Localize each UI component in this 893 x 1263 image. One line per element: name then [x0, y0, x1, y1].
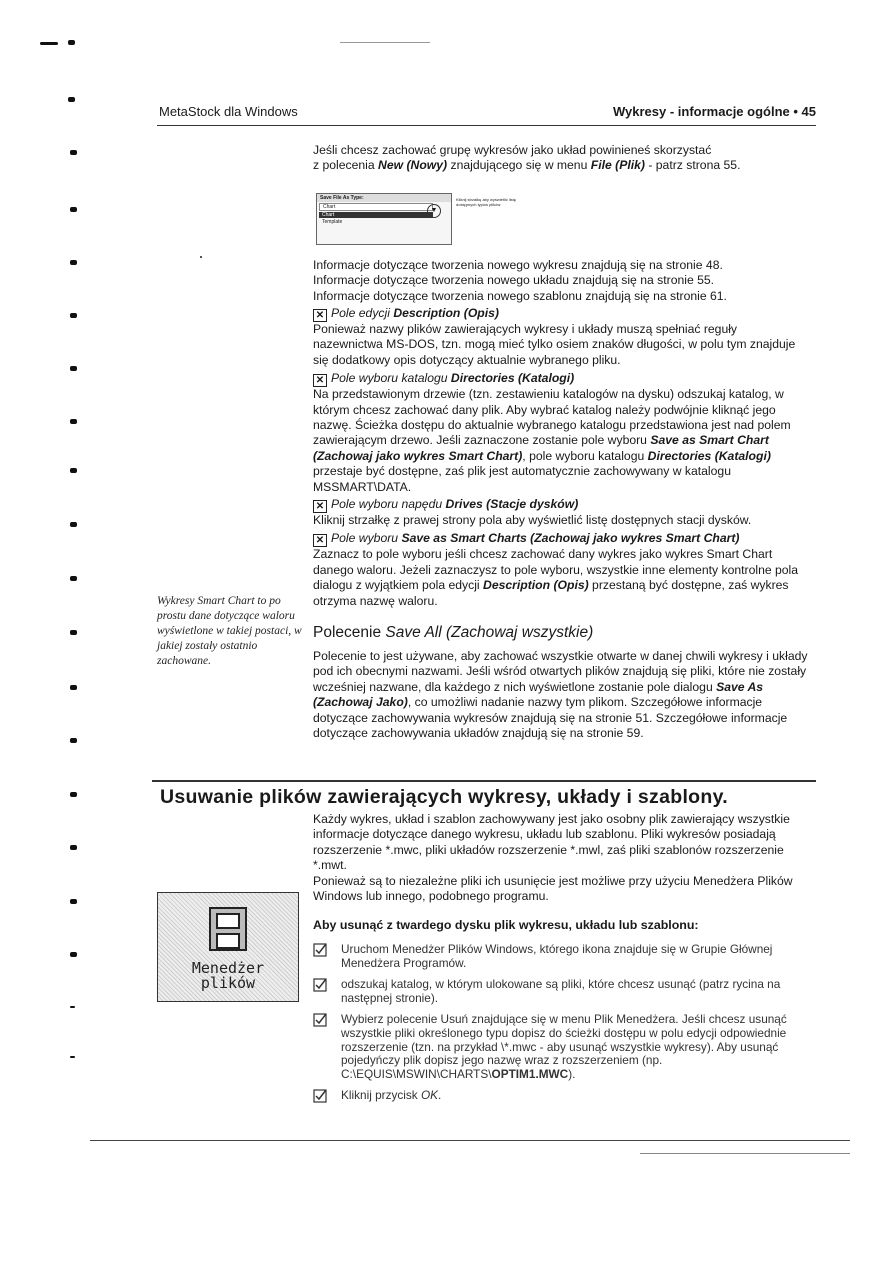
top-scan-line [340, 42, 430, 43]
thumbnail-item: Chart [319, 203, 433, 211]
binding-marks [40, 0, 100, 1263]
procedure-step: Wybierz polecenie Usuń znajdujące się w menu Plik Menedżera. Jeśli chcesz usunąć wszystkie pliki określonego typu dopisz do ścieżki dostępu w polu edycji odpowiednie rozszerzenie (tzn. na przykład \*.mwc - aby usunąć wszystkie wykresy). Aby usunąć pojedyńczy plik dopisz jego nazwę wraz z rozszerzeniem (np. C:\EQUIS\MSWIN\CHARTS\OPTIM1.MWC). [313, 1013, 813, 1081]
running-header-left: MetaStock dla Windows [159, 104, 298, 119]
procedure-steps [313, 943, 813, 1111]
file-manager-illustration [157, 892, 299, 1002]
procedure-title: Aby usunąć z twardego dysku plik wykresu, układu lub szablonu: [313, 918, 699, 932]
running-header-right: Wykresy - informacje ogólne • 45 [613, 104, 816, 119]
header-rule [157, 125, 816, 126]
field-description: ✕ Pole wyboru napędu Drives (Stacje dysków) Kliknij strzałkę z prawej strony pola aby wyświetlić listę dostępnych stacji dysków. [313, 497, 752, 528]
section-intro: Każdy wykres, układ i szablon zachowywany jest jako osobny plik zawierający wszystkie informacje dotyczące danego wykresu, układu lub szablonu. Pliki wykresów posiadają rozszerzenie *.mwc, pliki układów rozszerzenie *.mwl, zaś pliki szablonów rozszerzenie *.mwt. Ponieważ są to niezależne pliki ich usunięcie jest możliwe przy użyciu Menedżera Plików Windows lub innego, podobnego programu. [313, 812, 793, 904]
section-title: Usuwanie plików zawierających wykresy, układy i szablony. [160, 786, 729, 808]
info-line: Informacje dotyczące tworzenia nowego wykresu znajdują się na stronie 48. [313, 258, 723, 272]
procedure-step: Kliknij przycisk OK. [313, 1089, 813, 1103]
checkbox-tick-icon [313, 978, 327, 992]
intro-paragraph: Jeśli chcesz zachować grupę wykresów jako układ powinieneś skorzystać z polecenia New (Nowy) znajdującego się w menu File (Plik) - patrz strona 55. [313, 143, 741, 173]
save-all-paragraph: Polecenie to jest używane, aby zachować wszystkie otwarte w danej chwili wykresy i układy pod ich obecnymi nazwami. Jeśli wśród otwartych plików znajdują się pliki, które nie zostały wcześniej nazwane, dla każdego z nich wyświetlone zostanie pole dialogu Save As (Zachowaj Jako), co umożliwi nadanie nazwy tym plikom. Szczegółowe informacje dotyczące zachowywania wykresów znajdują się na stronie 51. Szczegółowe informacje dotyczące zachowywania układów znajdują się na stronie 59. [313, 649, 808, 741]
checked-box-icon: ✕ [313, 534, 327, 547]
thumbnail-item: Chart [319, 212, 433, 218]
checkbox-tick-icon [313, 943, 327, 957]
save-file-type-thumbnail [316, 193, 452, 245]
dropdown-arrow-icon: ▼ [427, 204, 441, 218]
field-description: ✕ Pole edycji Description (Opis) Ponieważ nazwy plików zawierających wykresy i układy muszą spełniać reguły nazewnictwa MS-DOS, tzn. mogą mieć tylko osiem znaków długości, w polu tym znajduje się dodatkowy opis dotyczący aktualnie wybranego pliku. [313, 306, 796, 367]
file-cabinet-icon [209, 907, 247, 951]
thumbnail-note: Kliknij strzałkę aby wyświetlić listę dostępnych typów plików. [456, 197, 517, 207]
margin-note: Wykresy Smart Chart to po prostu dane dotyczące waloru wyświetlone w takiej postaci, w jakiej zostały ostatnio zachowane. [157, 595, 302, 667]
checkbox-tick-icon [313, 1013, 327, 1027]
procedure-step: odszukaj katalog, w którym ulokowane są pliki, które chcesz usunąć (patrz rycina na następnej stronie). [313, 978, 813, 1005]
stray-dot [200, 256, 202, 258]
info-line: Informacje dotyczące tworzenia nowego szablonu znajdują się na stronie 61. [313, 288, 727, 303]
checkbox-tick-icon [313, 1089, 327, 1103]
checked-box-icon: ✕ [313, 500, 327, 513]
field-description: ✕ Pole wyboru katalogu Directories (Katalogi) Na przedstawionym drzewie (tzn. zestawieniu katalogów na dysku) odszukaj katalog, w którym chcesz zachować dany plik. Aby wybrać katalog należy podwójnie kliknąć jego nazwę. Ścieżka dostępu do aktualnie wybranego katalogu przedstawiona jest nad polem zawierającym drzewo. Jeśli zaznaczone zostanie pole wyboru Save as Smart Chart (Zachowaj jako wykres Smart Chart), pole wyboru katalogu Directories (Katalogi) przestaje być dostępne, zaś plik jest automatycznie zachowywany w katalogu MSSMART\DATA. [313, 371, 791, 494]
section-rule [152, 780, 816, 782]
save-all-heading: Polecenie Save All (Zachowaj wszystkie) [313, 624, 594, 641]
thumbnail-label: Save File As Type: [317, 194, 451, 202]
field-descriptions [313, 306, 807, 609]
thumbnail-item: Template [322, 219, 343, 225]
footer-rule-2 [640, 1153, 850, 1154]
field-description: ✕ Pole wyboru Save as Smart Charts (Zachowaj jako wykres Smart Chart) Zaznacz to pole wyboru jeśli chcesz zachować dany wykres jako wykres Smart Chart danego waloru. Jeżeli zaznaczysz to pole wyboru, wszystkie inne elementy kontrolne pola dialogu z wyjątkiem pola edycji Description (Opis) przestaną być dostępne, zaś wykres otrzyma nazwę waloru. [313, 531, 799, 608]
footer-rule [90, 1140, 850, 1141]
checked-box-icon: ✕ [313, 374, 327, 387]
info-lines [313, 258, 813, 304]
info-line: Informacje dotyczące tworzenia nowego układu znajdują się na stronie 55. [313, 273, 715, 288]
checked-box-icon: ✕ [313, 309, 327, 322]
procedure-step: Uruchom Menedżer Plików Windows, którego ikona znajduje się w Grupie Głównej Menedżera Programów. [313, 943, 813, 970]
file-manager-label: Menedżer plików [191, 959, 265, 992]
